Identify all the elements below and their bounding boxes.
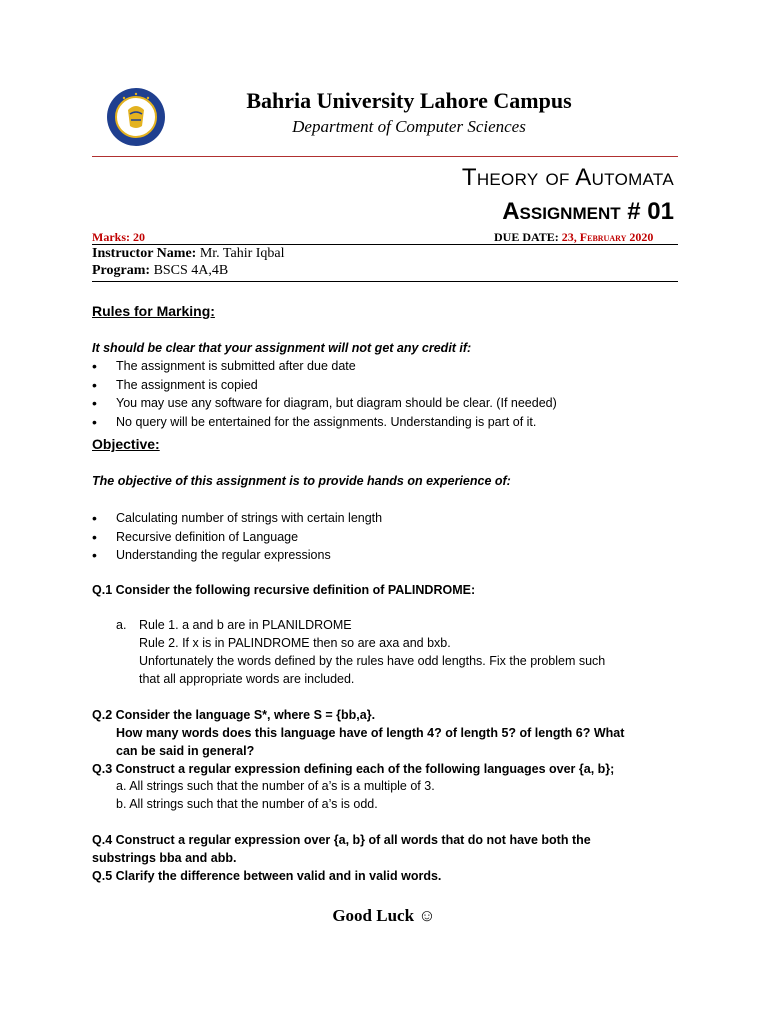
instructor-label: Instructor Name:	[92, 246, 197, 261]
meta-divider-top	[92, 244, 678, 245]
question-4-line-1: Q.4 Construct a regular expression over {a, b} of all words that do not have both the	[92, 833, 591, 847]
rules-list	[92, 357, 557, 431]
header-divider	[92, 156, 678, 157]
rules-intro: It should be clear that your assignment will not get any credit if:	[92, 341, 472, 355]
question-1-rule-2: Rule 2. If x is in PALINDROME then so are axa and bxb.	[139, 636, 451, 650]
question-1-line-3: Unfortunately the words defined by the rules have odd lengths. Fix the problem such	[139, 654, 606, 668]
objective-list	[92, 509, 382, 565]
assignment-title: Assignment # 01	[502, 198, 674, 225]
list-item: • Calculating number of strings with certain length	[92, 509, 382, 528]
department-name: Department of Computer Sciences	[292, 117, 526, 136]
question-2-line-3: can be said in general?	[116, 744, 255, 758]
meta-divider-bottom	[92, 281, 678, 282]
due-date	[494, 230, 653, 245]
question-4-line-2: substrings bba and abb.	[92, 851, 237, 865]
question-3-b: b. All strings such that the number of a’s is odd.	[116, 797, 378, 811]
university-name: Bahria University Lahore Campus	[246, 88, 572, 113]
good-luck-text: Good Luck ☺	[332, 906, 436, 925]
question-2: Q.2 Consider the language S*, where S = {bb,a}.	[92, 708, 376, 722]
question-1-a-marker: a.	[116, 618, 127, 632]
question-1-line-4: that all appropriate words are included.	[139, 672, 355, 686]
question-3-a: a. All strings such that the number of a’s is a multiple of 3.	[116, 779, 435, 793]
list-item: • The assignment is submitted after due date	[92, 357, 557, 376]
list-item: • Recursive definition of Language	[92, 528, 382, 547]
course-title: Theory of Automata	[461, 164, 674, 191]
program-value: BSCS 4A,4B	[153, 263, 229, 278]
due-date-label: DUE DATE:	[494, 230, 559, 244]
question-1-rule-1: Rule 1. a and b are in PLANILDROME	[139, 618, 352, 632]
marks-label: Marks: 20	[92, 230, 145, 244]
program-line	[92, 263, 228, 279]
question-1: Q.1 Consider the following recursive definition of PALINDROME:	[92, 583, 476, 597]
program-label: Program:	[92, 263, 151, 278]
list-item: • Understanding the regular expressions	[92, 546, 382, 565]
rules-heading: Rules for Marking:	[92, 303, 215, 319]
question-2-line-2: How many words does this language have of length 4? of length 5? of length 6? What	[116, 726, 625, 740]
instructor-line	[92, 246, 285, 262]
objective-intro: The objective of this assignment is to provide hands on experience of:	[92, 474, 511, 488]
due-date-value: 23, February 2020	[561, 230, 654, 244]
list-item: • No query will be entertained for the assignments. Understanding is part of it.	[92, 413, 557, 432]
objective-heading: Objective:	[92, 436, 160, 452]
question-5: Q.5 Clarify the difference between valid and in valid words.	[92, 869, 442, 883]
list-item: • You may use any software for diagram, but diagram should be clear. (If needed)	[92, 394, 557, 413]
instructor-value: Mr. Tahir Iqbal	[199, 246, 285, 261]
list-item: • The assignment is copied	[92, 376, 557, 395]
question-3: Q.3 Construct a regular expression defining each of the following languages over {a, b};	[92, 762, 615, 776]
